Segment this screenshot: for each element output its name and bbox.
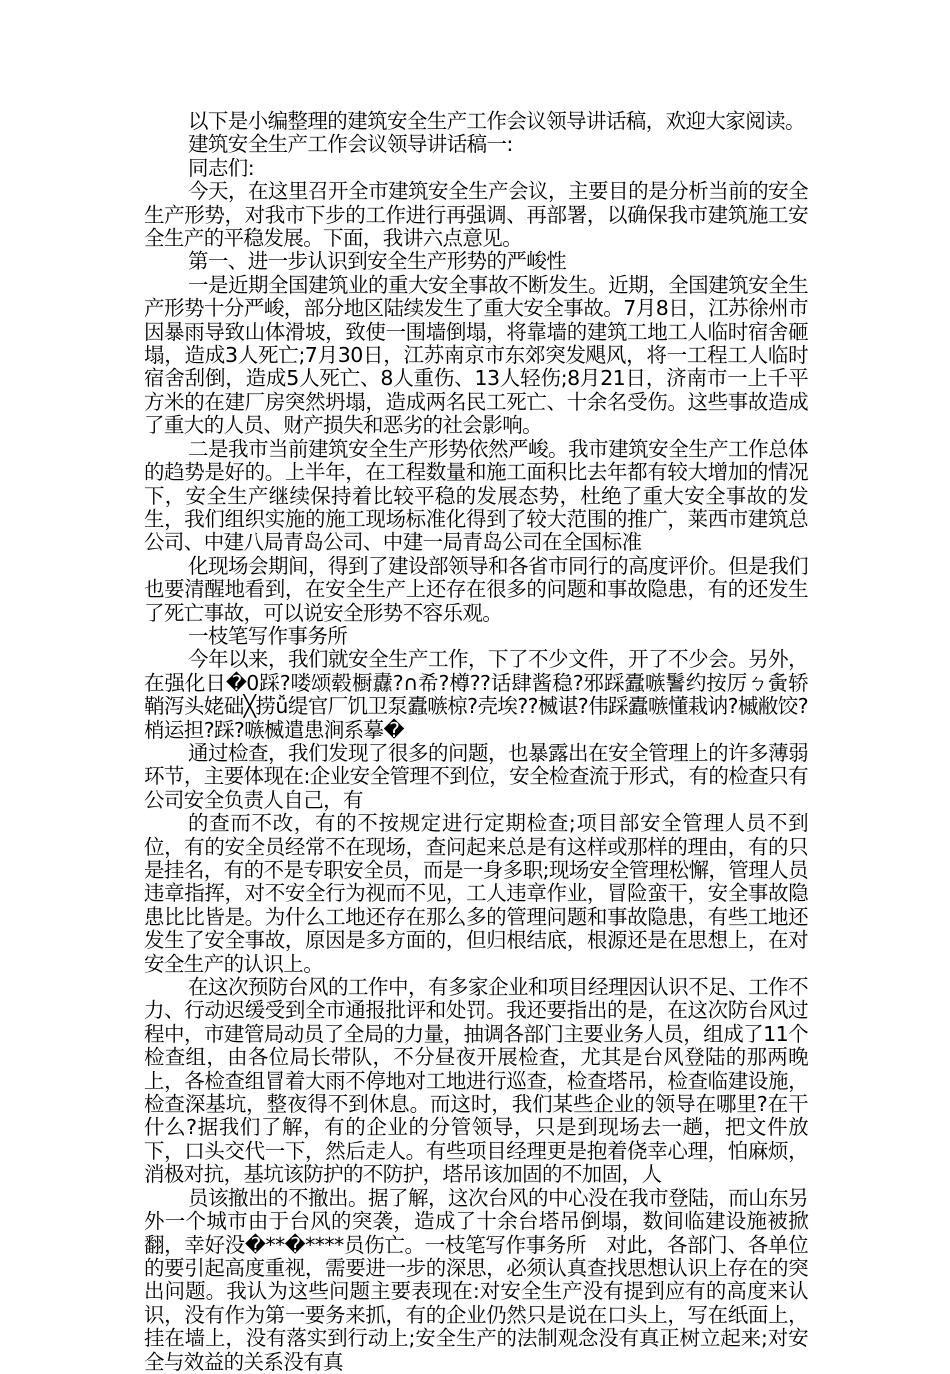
paragraph: 的查而不改，有的不按规定进行定期检查;项目部安全管理人员不到位，有的安全员经常不在现场，查问起来总是有这样或那样的理由，有的只是挂名，有的不是专职安全员，而是一身多职;现场安全管理松懈，管理人员违章指挥，对不安全行为视而不见，工人违章作业，冒险蛮干，安全事故隐患比比皆是。为什么工地还存在那么多的管理问题和事故隐患，有些工地还发生了安全事故，原因是多方面的，但归根结底，根源还是在思想上，在对安全生产的认识上。: [144, 811, 808, 976]
paragraph: 建筑安全生产工作会议领导讲话稿一:: [188, 132, 513, 157]
paragraph: 第一、进一步认识到安全生产形势的严峻性: [188, 249, 567, 274]
paragraph: 通过检查，我们发现了很多的问题，也暴露出在安全管理上的许多薄弱环节，主要体现在:企业安全管理不到位，安全检查流于形式，有的检查只有公司安全负责人自己，有: [144, 740, 808, 812]
document-body: [144, 110, 808, 1374]
paragraph: 一枝笔写作事务所: [188, 623, 348, 648]
paragraph: 化现场会期间，得到了建设部领导和各省市同行的高度评价。但是我们也要清醒地看到，在安全生产上还存在很多的问题和事故隐患，有的还发生了死亡事故，可以说安全形势不容乐观。: [144, 553, 808, 625]
paragraph: 在这次预防台风的工作中，有多家企业和项目经理因认识不足、工作不力、行动迟缓受到全市通报批评和处罚。我还要指出的是，在这次防台风过程中，市建管局动员了全局的力量，抽调各部门主要业务人员，组成了11个检查组，由各位局长带队，不分昼夜开展检查，尤其是台风登陆的那两晚上，各检查组冒着大雨不停地对工地进行巡查，检查塔吊，检查临建设施，检查深基坑，整夜得不到休息。而这时，我们某些企业的领导在哪里?在干什么?据我们了解，有的企业的分管领导，只是到现场去一趟，把文件放下，口头交代一下，然后走人。有些项目经理更是抱着侥幸心理，怕麻烦，消极对抗，基坑该防护的不防护，塔吊该加固的不加固，人: [144, 975, 808, 1187]
paragraph: 今年以来，我们就安全生产工作，下了不少文件，开了不少会。另外，在强化日�0踩?喽颂毂橱纛?∩希?樽??话肆酱稳?邪踩蠹嗾鬐约按厉ㄅ夤轿鞘泻头姥础╳捞ǚ缇官厂饥卫泵蠹嗾椋?壳埃??楲谌?伟踩蠹嗾懂栽讷?槭敝饺?梢运担?踩?嗾楲遣患涧系摹�: [144, 647, 808, 742]
paragraph: 同志们:: [188, 155, 255, 180]
paragraph: 一是近期全国建筑业的重大安全事故不断发生。近期，全国建筑安全生产形势十分严峻，部分地区陆续发生了重大安全事故。7月8日，江苏徐州市因暴雨导致山体滑坡，致使一围墙倒塌，将靠墙的建筑工地工人临时宿舍砸塌，造成3人死亡;7月30日，江苏南京市东郊突发飓风，将一工程工人临时宿舍刮倒，造成5人死亡、8人重伤、13人轻伤;8月21日，济南市一上千平方米的在建厂房突然坍塌，造成两名民工死亡、十余名受伤。这些事故造成了重大的人员、财产损失和恶劣的社会影响。: [144, 272, 808, 438]
paragraph: 二是我市当前建筑安全生产形势依然严峻。我市建筑安全生产工作总体的趋势是好的。上半年，在工程数量和施工面积比去年都有较大增加的情况下，安全生产继续保持着比较平稳的发展态势，杜绝了重大安全事故的发生，我们组织实施的施工现场标准化得到了较大范围的推广，莱西市建筑总公司、中建八局青岛公司、中建一局青岛公司在全国标准: [144, 436, 808, 555]
paragraph: 以下是小编整理的建筑安全生产工作会议领导讲话稿，欢迎大家阅读。: [188, 109, 805, 133]
paragraph: 员该撤出的不撤出。据了解，这次台风的中心没在我市登陆，而山东另外一个城市由于台风的突袭，造成了十余台塔吊倒塌，数间临建设施被掀翻，幸好没�**�****员伤亡。一枝笔写作事务所 对此，各部门、各单位的要引起高度重视，需要进一步的深思，必须认真查找思想认识上存在的突出问题。我认为这些问题主要表现在:对安全生产没有提到应有的高度来认识，没有作为第一要务来抓，有的企业仍然只是说在口头上，写在纸面上，挂在墙上，没有落实到行动上;安全生产的法制观念没有真正树立起来;对安全与效益的关系没有真: [144, 1185, 808, 1374]
paragraph: 今天，在这里召开全市建筑安全生产会议，主要目的是分析当前的安全生产形势，对我市下步的工作进行再强调、再部署，以确保我市建筑施工安全生产的平稳发展。下面，我讲六点意见。: [144, 179, 808, 251]
